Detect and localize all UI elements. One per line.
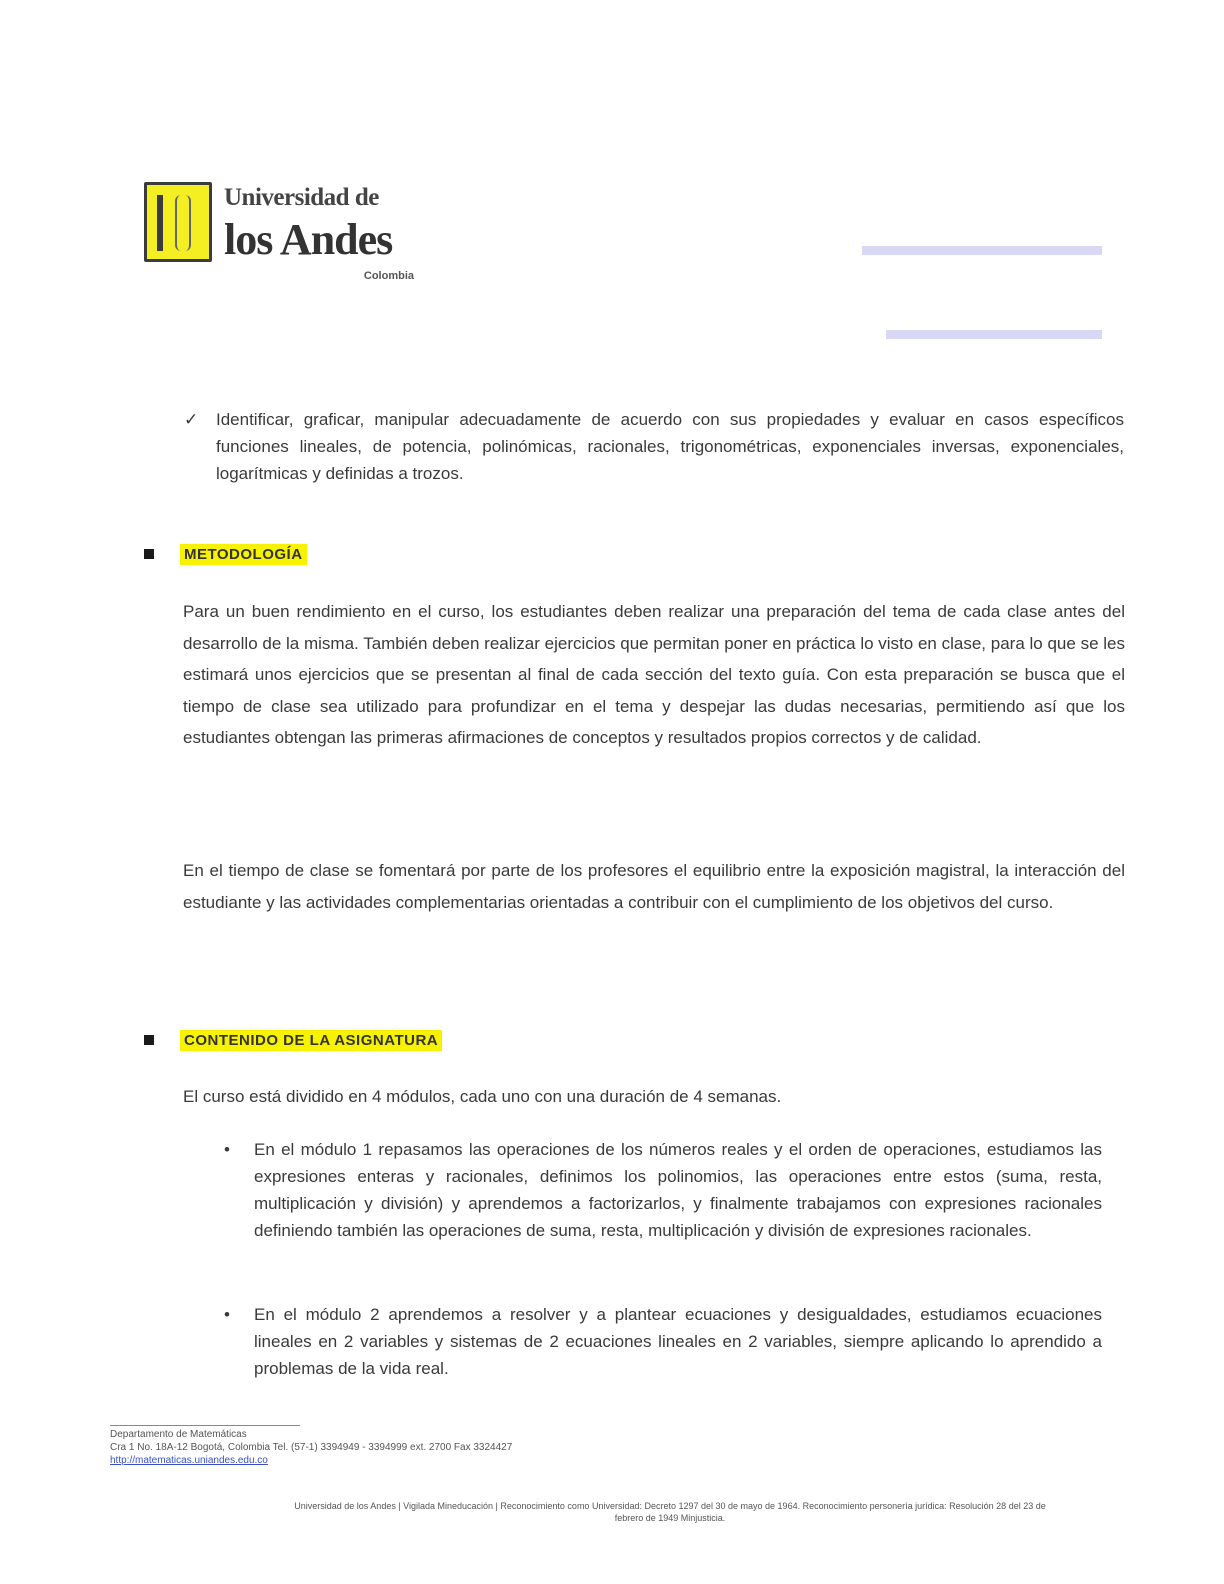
contact-footnote	[110, 1425, 512, 1467]
university-seal-icon	[144, 182, 212, 262]
contents-item-2	[224, 1301, 1102, 1382]
legal-footer-line-2: febrero de 1949 Minjusticia.	[614, 1513, 726, 1523]
square-bullet-icon	[144, 549, 154, 559]
contents-item-text: En el módulo 1 repasamos las operaciones de los números reales y el orden de operaciones, estudiamos las expresiones enteras y racionales, definimos los polinomios, las operaciones entre estos (suma, resta, multiplicación y división) y aprendemos a factorizarlos, y finalmente trabajamos con expresiones racionales definiendo también las operaciones de suma, resta, multiplicación y división de expresiones racionales.	[254, 1140, 1102, 1240]
logo-line-3: Colombia	[363, 270, 414, 282]
footnote-website-link[interactable]: http://matematicas.uniandes.edu.co	[110, 1455, 268, 1466]
methodology-paragraph-1: Para un buen rendimiento en el curso, los estudiantes deben realizar una preparación del tema de cada clase antes del desarrollo de la misma. También deben realizar ejercicios que permitan poner en práctica lo visto en clase, para lo que se les estimará unos ejercicios que se presentan al final de cada sección del texto guía. Con esta preparación se busca que el tiempo de clase sea utilizado para profundizar en el tema y despejar las dudas necesarias, permitiendo así que los estudiantes obtengan las primeras afirmaciones de conceptos y resultados propios correctos y de calidad.	[183, 602, 1125, 747]
legal-footer-line-1: Universidad de los Andes | Vigilada Mineducación | Reconocimiento como Universidad: Decreto 1297 del 30 de mayo de 1964. Reconocimiento personería jurídica: Resolución 28 del 23 de	[294, 1501, 1046, 1511]
legal-footer	[150, 1500, 1190, 1524]
check-icon: ✓	[184, 410, 199, 429]
bullet-dot-icon: •	[224, 1305, 230, 1324]
contents-item-text: En el módulo 2 aprendemos a resolver y a plantear ecuaciones y desigualdades, estudiamos ecuaciones lineales en 2 variables y sistemas de 2 ecuaciones lineales en 2 variables, siempre aplicando lo aprendido a problemas de la vida real.	[254, 1305, 1102, 1378]
methodology-heading-text: METODOLOGÍA	[180, 544, 307, 565]
bullet-dot-icon: •	[224, 1140, 230, 1159]
methodology-heading	[144, 541, 307, 567]
contents-heading-text: CONTENIDO DE LA ASIGNATURA	[180, 1030, 442, 1051]
footnote-address: Cra 1 No. 18A-12 Bogotá, Colombia Tel. (57-1) 3394949 - 3394999 ext. 2700 Fax 3324427	[110, 1442, 513, 1453]
header-line-1	[862, 246, 1102, 255]
logo-line-1: Universidad de	[224, 184, 379, 211]
methodology-paragraph-2: En el tiempo de clase se fomentará por parte de los profesores el equilibrio entre la exposición magistral, la interacción del estudiante y las actividades complementarias orientadas a contribuir con el cumplimiento de los objetivos del curso.	[183, 861, 1125, 912]
header-line-2	[886, 330, 1102, 339]
objective-text: Identificar, graficar, manipular adecuadamente de acuerdo con sus propiedades y evaluar en casos específicos funciones lineales, de potencia, polinómicas, racionales, trigonométricas, exponenciales inversas, exponenciales, logarítmicas y definidas a trozos.	[216, 410, 1124, 483]
square-bullet-icon	[144, 1035, 154, 1045]
objective-item	[184, 406, 1124, 487]
footnote-department: Departamento de Matemáticas	[110, 1429, 247, 1440]
contents-heading	[144, 1027, 442, 1053]
university-logo	[144, 180, 414, 286]
contents-intro: El curso está dividido en 4 módulos, cada uno con una duración de 4 semanas.	[183, 1087, 782, 1106]
footnote-rule	[110, 1425, 300, 1426]
contents-item-1	[224, 1136, 1102, 1244]
logo-line-2: los Andes	[224, 215, 393, 264]
